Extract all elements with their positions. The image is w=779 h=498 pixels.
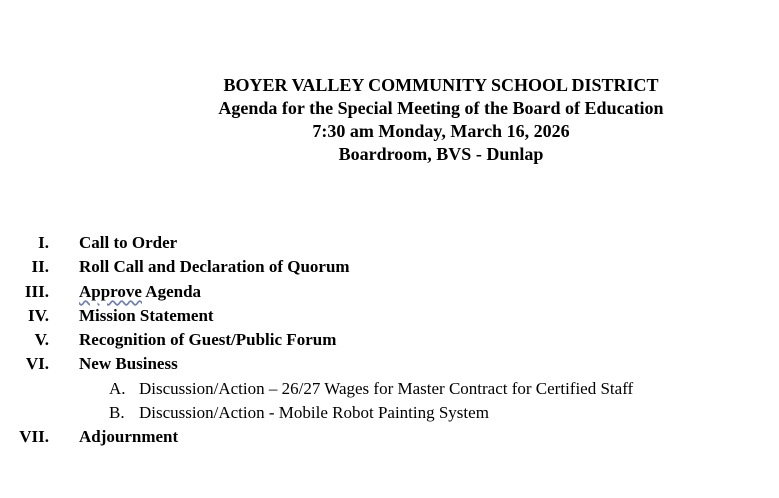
- agenda-item-text-rest: Agenda: [141, 282, 202, 301]
- sub-item-text: Discussion/Action – 26/27 Wages for Master Contract for Certified Staff: [139, 379, 634, 398]
- agenda-numeral: III.: [24, 282, 49, 301]
- meeting-location: Boardroom, BVS - Dunlap: [338, 144, 544, 164]
- agenda-numeral: IV.: [28, 306, 49, 325]
- sub-item-letter: A.: [109, 379, 126, 398]
- agenda-item-text: New Business: [79, 354, 178, 373]
- sub-item-text: Discussion/Action - Mobile Robot Painting System: [139, 403, 489, 422]
- agenda-item-text: Recognition of Guest/Public Forum: [79, 330, 337, 349]
- agenda-numeral: II.: [31, 257, 49, 276]
- meeting-title: Agenda for the Special Meeting of the Board of Education: [218, 98, 664, 118]
- agenda-item-text: Mission Statement: [79, 306, 214, 325]
- agenda-item-text: Roll Call and Declaration of Quorum: [79, 257, 350, 276]
- agenda-numeral: VI.: [25, 354, 49, 373]
- agenda-numeral: I.: [38, 233, 49, 252]
- district-name: BOYER VALLEY COMMUNITY SCHOOL DISTRICT: [223, 75, 659, 95]
- sub-item-letter: B.: [109, 403, 125, 422]
- agenda-numeral: V.: [34, 330, 49, 349]
- agenda-item-text: Call to Order: [79, 233, 178, 252]
- meeting-datetime: 7:30 am Monday, March 16, 2026: [312, 121, 570, 141]
- agenda-numeral: VII.: [19, 427, 49, 446]
- document-header: [0, 74, 779, 166]
- agenda-item-text: Adjournment: [79, 427, 179, 446]
- approve-word: Approve: [79, 282, 142, 301]
- agenda-item-text: [79, 282, 201, 302]
